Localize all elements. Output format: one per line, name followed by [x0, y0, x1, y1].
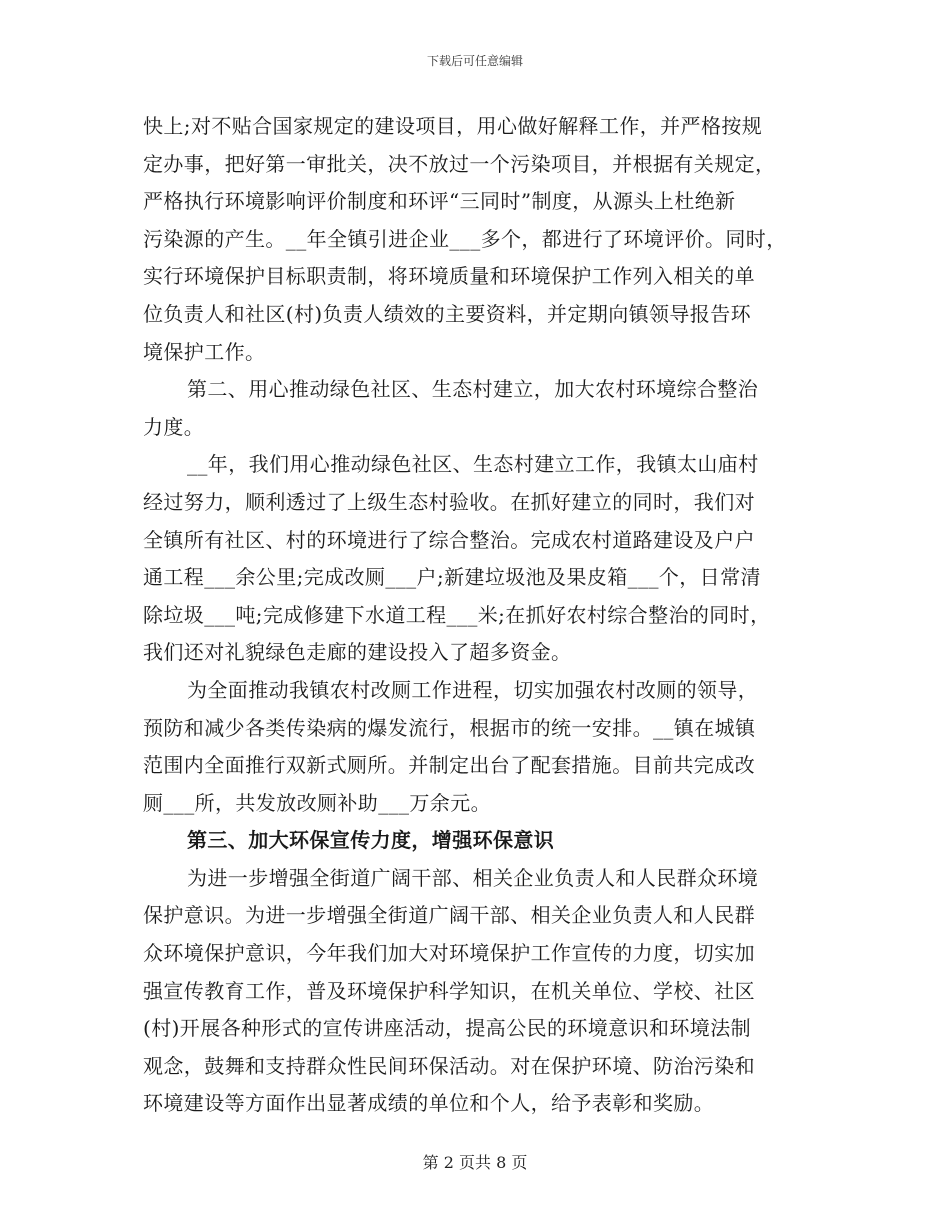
- body-line: 预防和减少各类传染病的爆发流行，根据市的统一安排。__镇在城镇: [143, 715, 756, 740]
- body-line: 强宣传教育工作，普及环境保护科学知识，在机关单位、学校、社区: [143, 978, 755, 1003]
- page-header: 下载后可任意编辑: [426, 54, 523, 68]
- section-heading-2-cont: 力度。: [143, 414, 205, 439]
- body-line: __年，我们用心推动绿色社区、生态村建立工作，我镇太山庙村: [187, 452, 759, 477]
- document-body: [143, 108, 815, 1123]
- body-line: 保护意识。为进一步增强全街道广阔干部、相关企业负责人和人民群: [143, 903, 755, 928]
- section-heading-3: 第三、加大环保宣传力度，增强环保意识: [187, 828, 555, 853]
- body-line: 观念，鼓舞和支持群众性民间环保活动。对在保护环境、防治污染和: [143, 1053, 755, 1078]
- body-line: 经过努力，顺利透过了上级生态村验收。在抓好建立的同时，我们对: [143, 489, 755, 514]
- section-heading-2: 第二、用心推动绿色社区、生态村建立，加大农村环境综合整治: [187, 377, 759, 402]
- body-line: 为进一步增强全街道广阔干部、相关企业负责人和人民群众环境: [187, 865, 759, 890]
- body-line: 严格执行环境影响评价制度和环评“三同时”制度，从源头上杜绝新: [143, 189, 736, 214]
- body-line: 污染源的产生。__年全镇引进企业___多个，都进行了环境评价。同时，: [143, 226, 787, 251]
- body-line: 范围内全面推行双新式厕所。并制定出台了配套措施。目前共完成改: [143, 753, 755, 778]
- body-line: 定办事，把好第一审批关，决不放过一个污染项目，并根据有关规定，: [143, 151, 776, 176]
- body-line: 快上;对不贴合国家规定的建设项目，用心做好解释工作，并严格按规: [143, 114, 763, 138]
- body-line: 位负责人和社区(村)负责人绩效的主要资料，并定期向镇领导报告环: [143, 301, 752, 326]
- body-line: 环境建设等方面作出显著成绩的单位和个人，给予表彰和奖励。: [143, 1091, 715, 1116]
- body-line: 厕___所，共发放改厕补助___万余元。: [143, 790, 491, 815]
- body-line: (村)开展各种形式的宣传讲座活动，提高公民的环境意识和环境法制: [143, 1016, 752, 1041]
- body-line: 为全面推动我镇农村改厕工作进程，切实加强农村改厕的领导，: [187, 677, 759, 702]
- body-line: 全镇所有社区、村的环境进行了综合整治。完成农村道路建设及户户: [143, 527, 755, 552]
- body-line: 通工程___余公里;完成改厕___户;新建垃圾池及果皮箱___个，日常清: [143, 565, 761, 590]
- body-line: 我们还对礼貌绿色走廊的建设投入了超多资金。: [143, 640, 572, 665]
- body-line: 境保护工作。: [143, 339, 266, 364]
- body-line: 除垃圾___吨;完成修建下水道工程___米;在抓好农村综合整治的同时，: [143, 602, 771, 627]
- body-line: 实行环境保护目标职责制，将环境质量和环境保护工作列入相关的单: [143, 264, 755, 289]
- page-footer: 第 2 页共 8 页: [422, 1153, 528, 1172]
- body-line: 众环境保护意识，今年我们加大对环境保护工作宣传的力度，切实加: [143, 941, 755, 966]
